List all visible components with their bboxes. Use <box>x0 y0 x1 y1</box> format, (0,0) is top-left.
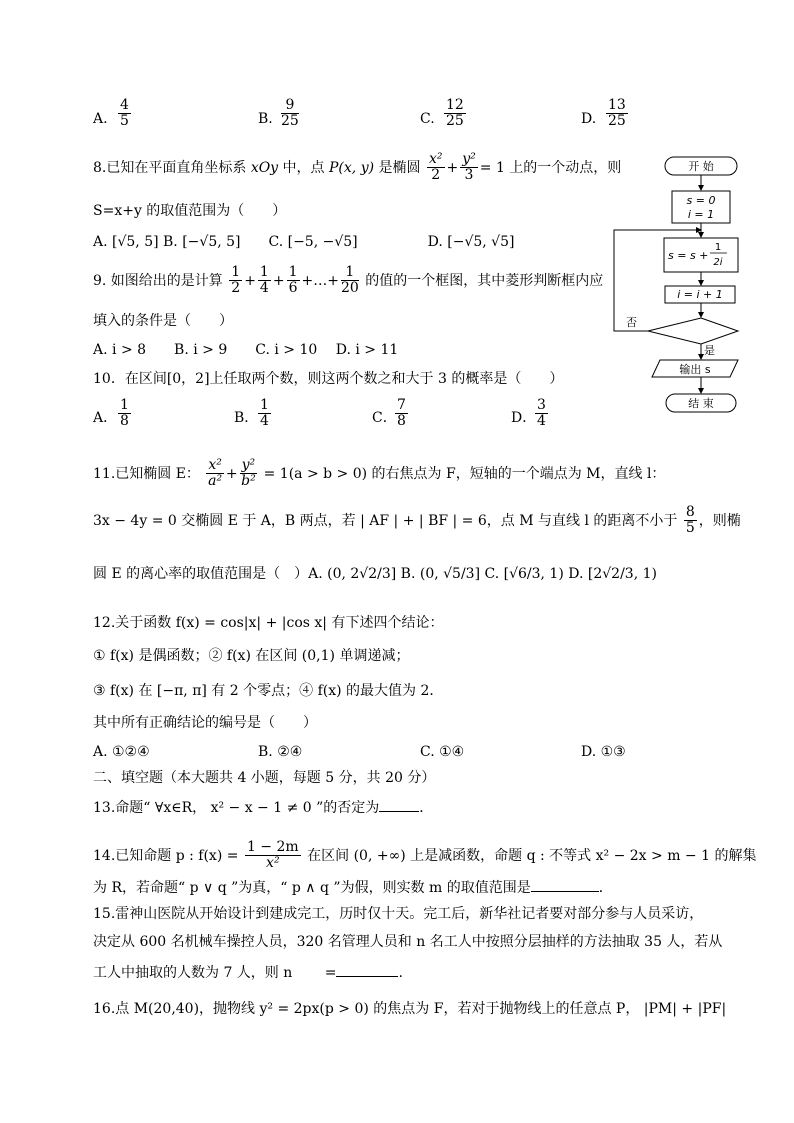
q7-option-d-label: D. <box>581 111 597 127</box>
q12-option-d: D. ①③ <box>581 744 626 760</box>
q12-statements-3-4: ③ f(x) 在 [−π, π] 有 2 个零点；④ f(x) 的最大值为 2． <box>93 683 444 699</box>
q9-term-4: $\frac{1}{20}$ <box>340 264 359 297</box>
q14-stem <box>93 840 756 872</box>
q8-text: 中，点 <box>278 159 330 176</box>
q11-text: 11.已知椭圆 E： <box>93 465 200 482</box>
q9-line2: 填入的条件是（ ） <box>93 313 233 329</box>
q12-statements-1-2: ① f(x) 是偶函数；② f(x) 在区间 (0,1) 单调递减； <box>93 648 410 664</box>
flowchart-start-label: 开 始 <box>688 160 714 173</box>
q14-text: 为 R，若命题“ p ∨ q ”为真，“ p ∧ q ”为假，则实数 m 的取值范围是 <box>93 880 531 896</box>
q7-option-c-value: $\frac{12}{25}$ <box>446 97 464 130</box>
q11-distance-fraction: $\frac{8}{5}$ <box>685 504 695 537</box>
q8-line2: S=x+y 的取值范围为（ ） <box>93 203 287 219</box>
q12-option-a: A. ①②④ <box>93 744 150 760</box>
q8-text: 8.已知在平面直角坐标系 <box>93 159 251 176</box>
q13-text: 13.命题“ ∀x∈R， x² − x − 1 ≠ 0 ”的否定为 <box>93 800 380 816</box>
q7-option-c-label: C. <box>420 111 435 127</box>
q10-option-a-value: $\frac{1}{8}$ <box>120 397 129 430</box>
flowchart-increment-label: i = i + 1 <box>677 288 723 301</box>
q8-options: A. [√5, 5] B. [−√5, 5] C. [−5, −√5] D. [−√5, √5] <box>93 234 515 250</box>
q9-stem: 9. 如图给出的是计算 $\frac{1}{2}$ + $\frac{1}{4}$ + $\frac{1}{6}$ +…+ $\frac{1}{20}$ 的值的一个框图，其中菱形判断框内应 <box>93 264 604 297</box>
flowchart-init-s: s = 0 <box>686 194 716 207</box>
q8-ellipse-term-x: $\frac{\text{x²}}{2}$ <box>428 151 443 184</box>
q9-term-1: $\frac{1}{2}$ <box>231 264 241 297</box>
q12-stem: 12.关于函数 f(x) = cos|x| + |cos x| 有下述四个结论： <box>93 615 444 631</box>
flowchart <box>608 150 748 420</box>
q13-answer-blank <box>379 810 419 812</box>
flowchart-update-den: 2i <box>713 257 723 268</box>
flowchart-end-label: 结 束 <box>688 397 714 410</box>
q8-plus: + <box>446 159 459 176</box>
q8-text: 上的一个动点，则 <box>504 159 622 176</box>
q8-xoy: xOy <box>250 159 279 176</box>
q8-point: P(x, y) <box>329 159 375 176</box>
q11-line3: 圆 E 的离心率的取值范围是（ ）A. (0, 2√2/3] B. (0, √5/3] C. [√6/3, 1) D. [2√2/3, 1) <box>93 566 657 582</box>
q15-line3: 工人中抽取的人数为 7 人，则 n = . <box>93 965 403 981</box>
q10-option-d-label: D． <box>511 410 537 426</box>
q10-option-b-value: $\frac{1}{4}$ <box>260 397 269 430</box>
q9-dots: +…+ <box>301 272 339 289</box>
flowchart-output-label: 输出 s <box>679 363 711 376</box>
flowchart-decision <box>648 318 738 344</box>
q15-text: 工人中抽取的人数为 7 人，则 n = <box>93 965 337 981</box>
q9-text: 9. 如图给出的是计算 <box>93 272 228 289</box>
q10-option-c-value: $\frac{7}{8}$ <box>397 397 406 430</box>
q8-stem <box>93 152 621 184</box>
flowchart-update-num: 1 <box>714 242 722 253</box>
q14-text: 14.已知命题 p : f(x) = <box>93 847 243 864</box>
q13: 13.命题“ ∀x∈R， x² − x − 1 ≠ 0 ”的否定为 ． <box>93 800 434 816</box>
q14-text: 在区间 (0, +∞) 上是减函数，命题 q : 不等式 x² − 2x > m − 1 的解集 <box>302 847 757 864</box>
q9-term-3: $\frac{1}{6}$ <box>288 264 298 297</box>
q15-line2: 决定从 600 名机械车操控人员，320 名管理人员和 n 名工人中按照分层抽样的方法抽取 35 人，若从 <box>93 934 723 950</box>
flowchart-update-label: s = s + <box>668 249 709 262</box>
q11-text: = 1(a > b > 0) 的右焦点为 F，短轴的一个端点为 M，直线 l： <box>259 465 666 482</box>
q9-text: 的值的一个框图，其中菱形判断框内应 <box>360 272 604 289</box>
q10-option-c-label: C． <box>372 410 397 426</box>
q11-text: ，则椭 <box>698 512 741 529</box>
q9-options: A. i > 8 B. i > 9 C. i > 10 D. i > 11 <box>93 342 399 358</box>
q11-stem: 11.已知椭圆 E： $\frac{\text{x²}}{\text{a²}}$ + $\frac{\text{y²}}{\text{b²}}$ = 1(a > b > 0) 的右焦点为 F，短轴的一个端点为 M，直线 l： <box>93 457 666 490</box>
q10-option-a-label: A． <box>93 410 118 426</box>
q10-option-d-value: $\frac{3}{4}$ <box>537 397 546 430</box>
flowchart-init-i: i = 1 <box>687 208 715 221</box>
q11-text: 3x − 4y = 0 交椭圆 E 于 A，B 两点，若 | AF | + | BF | = 6，点 M 与直线 l 的距离不小于 <box>93 512 678 529</box>
q7-option-d-value: $\frac{13}{25}$ <box>608 97 626 130</box>
q7-option-b-value: $\frac{9}{25}$ <box>281 97 299 130</box>
q15-answer-blank <box>336 975 398 977</box>
q11-ellipse-x: $\frac{\text{x²}}{\text{a²}}$ <box>208 457 223 490</box>
q14-line2: 为 R，若命题“ p ∨ q ”为真，“ p ∧ q ”为假，则实数 m 的取值范围是 ． <box>93 880 613 896</box>
q7-option-b-label: B. <box>258 111 273 127</box>
q7-option-a-value: $\frac{4}{5}$ <box>120 97 129 130</box>
q8-text: 是椭圆 <box>374 159 421 176</box>
q11-line2 <box>93 505 741 537</box>
q12-option-c: C. ①④ <box>420 744 465 760</box>
q10-stem: 10．在区间[0，2]上任取两个数，则这两个数之和大于 3 的概率是（ ） <box>93 371 564 387</box>
flowchart-yes-label: 是 <box>704 344 715 357</box>
q12-question: 其中所有正确结论的编号是（ ） <box>93 715 317 731</box>
q15-line1: 15.雷神山医院从开始设计到建成完工，历时仅十天。完工后，新华社记者要对部分参与人员采访， <box>93 906 704 922</box>
q12-option-b: B. ②④ <box>258 744 303 760</box>
q8-eq: = 1 <box>479 159 505 176</box>
q10-option-b-label: B． <box>234 410 259 426</box>
q8-ellipse-term-y: $\frac{\text{y²}}{3}$ <box>462 151 476 184</box>
q9-term-2: $\frac{1}{4}$ <box>259 264 269 297</box>
q14-function-fraction: $\frac{1 - 2m}{\text{x²}}$ <box>246 839 299 872</box>
section-heading-fill-in: 二、填空题（本大题共 4 小题，每题 5 分，共 20 分） <box>93 770 436 786</box>
q11-ellipse-y: $\frac{\text{y²}}{\text{b²}}$ <box>241 457 256 490</box>
q7-option-a-label: A. <box>93 111 108 127</box>
q16: 16.点 M(20,40)，抛物线 y² = 2px(p > 0) 的焦点为 F，若对于抛物线上的任意点 P， |PM| + |PF| <box>93 1001 727 1017</box>
q14-answer-blank <box>531 890 599 892</box>
flowchart-no-label: 否 <box>626 316 637 329</box>
